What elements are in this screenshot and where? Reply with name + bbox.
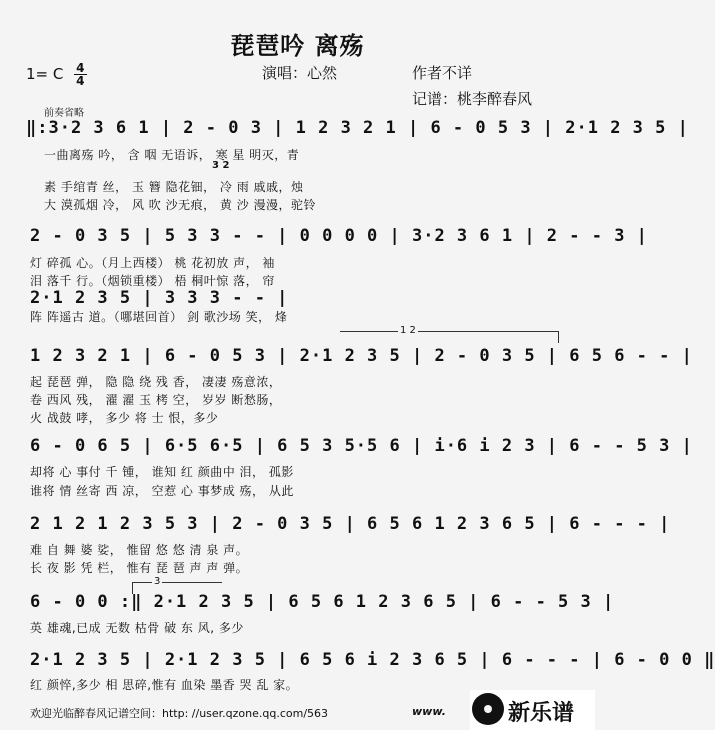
lyric-line-1-v1: 一曲离殇 吟， 含 咽 无语诉， 寒 星 明灭，青 — [44, 148, 300, 162]
score-line-5: 6 - 0 6 5 | 6·5 6·5 | 6 5 3 5·5 6 | i·6 i 2 3 | 6 - - 5 3 | — [30, 436, 693, 456]
score-line-8: 2·1 2 3 5 | 2·1 2 3 5 | 6 5 6 i 2 3 6 5 | 6 - - - | 6 - 0 0 ‖ — [30, 650, 715, 670]
lyric-line-8-v1: 红 颜悴,多少 相 思碎,惟有 血染 墨香 哭 乱 家。 — [30, 678, 299, 692]
site-logo: 新乐谱 — [508, 701, 575, 726]
lyric-line-2-v1: 灯 碎孤 心。（月上西楼） 桃 花初放 声， 袖 — [30, 256, 275, 270]
time-numerator: 4 — [76, 61, 85, 75]
page-title: 琵琶吟 离殇 — [230, 31, 365, 60]
key-signature — [26, 62, 87, 87]
footer-text: 欢迎光临醉春风记谱空间：http: //user.qzone.qq.com/563 — [30, 707, 329, 720]
score-line-7: 6 - 0 0 :‖ 2·1 2 3 5 | 6 5 6 1 2 3 6 5 | 6 - - 5 3 | — [30, 592, 615, 612]
score-line-6: 2 1 2 1 2 3 5 3 | 2 - 0 3 5 | 6 5 6 1 2 3 6 5 | 6 - - - | — [30, 514, 671, 534]
volta-bracket-line — [340, 331, 558, 332]
intro-note: 前奏省略 — [44, 108, 84, 119]
author-credit: 作者不详 — [412, 64, 473, 82]
lyric-line-5-v1: 却将 心 事付 千 锺， 谁知 红 颜曲中 泪， 孤影 — [30, 465, 294, 479]
footer-watermark: www. — [412, 705, 446, 718]
score-line-4: 1 2 3 2 1 | 6 - 0 5 3 | 2·1 2 3 5 | 2 - 0 3 5 | 6 5 6 - - | — [30, 346, 693, 366]
volta-label: 1 2 — [400, 325, 416, 336]
lyric-line-2-v2: 泪 落千 行。（烟锁重楼） 梧 桐叶惊 落， 帘 — [30, 274, 275, 288]
lyric-line-4-v3: 火 战鼓 哮， 多少 将 士 恨，多少 — [30, 411, 219, 425]
lyric-line-6-v2: 长 夜 影 凭 栏， 惟有 琵 琶 声 声 弹。 — [30, 561, 249, 575]
music-disc-icon — [472, 693, 504, 725]
lyric-line-1-v3: 大 漠孤烟 冷， 风 吹 沙无痕， 黄 沙 漫漫，驼铃 — [44, 198, 317, 212]
lyric-line-4-v1: 起 琵琶 弹， 隐 隐 绕 残 香， 凄凄 殇意浓， — [30, 375, 282, 389]
lyric-line-4-v2: 卷 西风 残， 濯 濯 玉 栲 空， 岁岁 断愁肠， — [30, 393, 282, 407]
score-line-2: 2 - 0 3 5 | 5 3 3 - - | 0 0 0 0 | 3·2 3 6 1 | 2 - - 3 | — [30, 226, 648, 246]
alt-note: 3 2 — [212, 160, 230, 171]
score-line-3: 2·1 2 3 5 | 3 3 3 - - | — [30, 288, 289, 308]
singer-credit: 演唱：心然 — [262, 64, 338, 82]
time-signature — [74, 62, 86, 87]
lyric-line-5-v2: 谁将 情 丝寄 西 凉， 空惹 心 事梦成 殇， 从此 — [30, 484, 294, 498]
lyric-line-7-v1: 英 雄魂,已成 无数 枯骨 破 东 风, 多少 — [30, 621, 244, 635]
score-line-1: ‖:3·2 3 6 1 | 2 - 0 3 | 1 2 3 2 1 | 6 - 0 5 3 | 2·1 2 3 5 | — [26, 118, 689, 138]
time-denominator: 4 — [76, 74, 85, 88]
volta3-label: 3 — [154, 576, 161, 587]
transcriber-credit: 记谱：桃李醉春风 — [412, 90, 533, 108]
lyric-line-6-v1: 难 自 舞 婆 娑， 惟留 悠 悠 清 泉 声。 — [30, 543, 249, 557]
lyric-line-3-v1: 阵 阵遥古 道。（哪堪回首） 剑 歌沙场 笑， 烽 — [30, 310, 288, 324]
key-label: 1= C — [26, 65, 64, 83]
lyric-line-1-v2: 素 手绾青 丝， 玉 簪 隐花钿， 冷 雨 戚戚，烛 — [44, 180, 304, 194]
volta-bracket-end — [558, 331, 559, 343]
volta3-bracket-line — [132, 582, 222, 583]
